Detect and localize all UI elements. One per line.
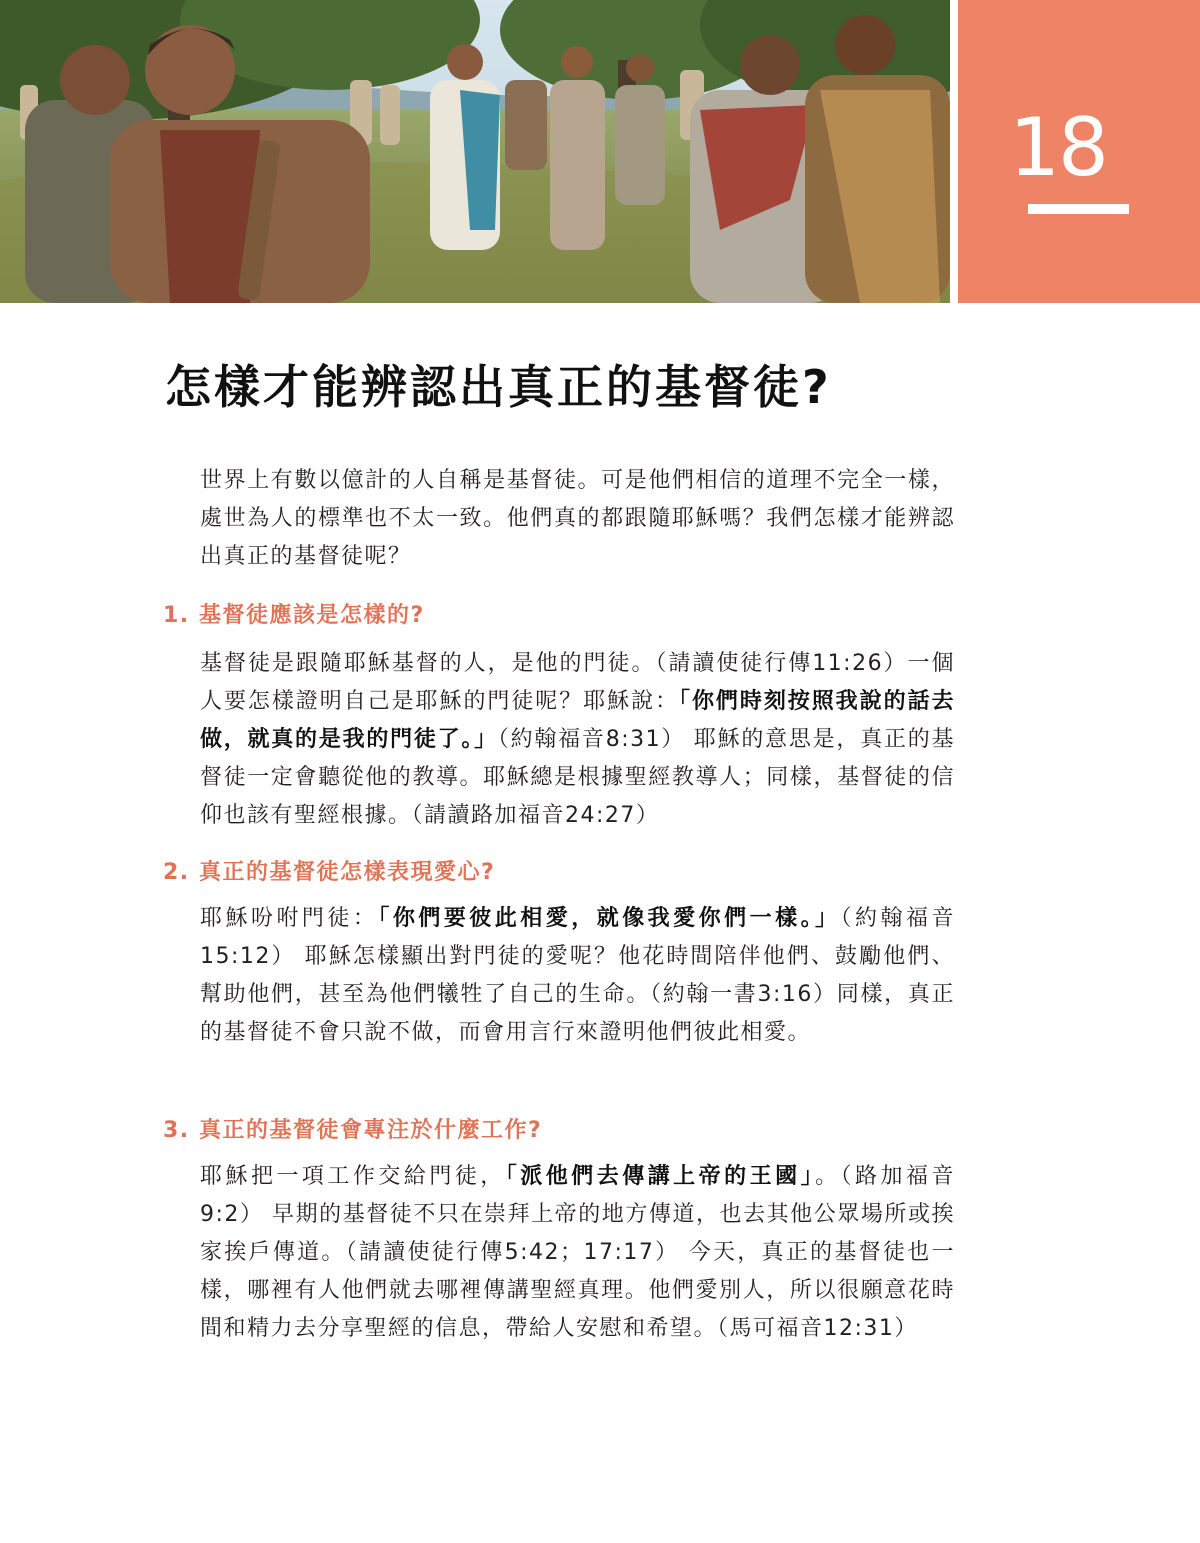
- chapter-underline: [1028, 204, 1129, 214]
- hero-image: [0, 0, 950, 303]
- section-1-text-b: （約翰福音8:31） 耶穌的意思是，真正的基督徒一定會聽從他的教導。耶穌總是根據聖經教導人；同樣，基督徒的信仰也該有聖經根據。（請讀路加福音24:27）: [200, 727, 955, 828]
- section-2-text-b: （約翰福音15:12） 耶穌怎樣顯出對門徒的愛呢？他花時間陪伴他們、鼓勵他們、幫助他們，甚至為他們犧牲了自己的生命。（約翰一書3:16）同樣，真正的基督徒不會只說不做，而會用言行來證明他們彼此相愛。: [200, 906, 955, 1045]
- section-3-text-a: 耶穌把一項工作交給門徒，: [200, 1164, 506, 1189]
- section-2-paragraph: [200, 900, 955, 1052]
- section-2-heading: [163, 856, 963, 890]
- section-3-quote: 「派他們去傳講上帝的王國」: [505, 1164, 816, 1189]
- section-3-heading-text: 真正的基督徒會專注於什麼工作?: [199, 1118, 543, 1143]
- section-2-text-a: 耶穌吩咐門徒：: [200, 906, 379, 931]
- section-3-text-b: 。（路加福音9:2） 早期的基督徒不只在崇拜上帝的地方傳道，也去其他公眾場所或挨家挨戶傳道。（請讀使徒行傳5:42；17:17） 今天，真正的基督徒也一樣，哪裡有人他們就去哪裡傳講聖經真理。他們愛別人，所以很願意花時間和精力去分享聖經的信息，帶給人安慰和希望。（馬可福音12:31）: [200, 1164, 955, 1341]
- section-1-heading-text: 基督徒應該是怎樣的?: [199, 603, 425, 628]
- intro-paragraph: 世界上有數以億計的人自稱是基督徒。可是他們相信的道理不完全一樣，處世為人的標準也不太一致。他們真的都跟隨耶穌嗎？我們怎樣才能辨認出真正的基督徒呢？: [200, 468, 955, 569]
- section-1-heading: [163, 599, 963, 633]
- section-1-text-a: 基督徒是跟隨耶穌基督的人，是他的門徒。（請讀使徒行傳11:26）一個人要怎樣證明自己是耶穌的門徒呢？耶穌說：: [200, 651, 955, 714]
- chapter-number: 18: [1009, 101, 1107, 194]
- chapter-badge: [958, 0, 1200, 303]
- section-2-number: 2.: [163, 860, 190, 885]
- section-2-heading-text: 真正的基督徒怎樣表現愛心?: [199, 860, 496, 885]
- section-1-number: 1.: [163, 603, 190, 628]
- section-1-quote: 「你們時刻按照我說的話去做，就真的是我的門徒了。」: [200, 689, 955, 752]
- page-title: 怎樣才能辨認出真正的基督徒?: [165, 360, 832, 414]
- section-2-quote: 「你們要彼此相愛，就像我愛你們一樣。」: [378, 906, 841, 931]
- section-1-paragraph: [200, 645, 955, 835]
- section-3-paragraph: [200, 1158, 955, 1348]
- section-3-heading: [163, 1114, 963, 1148]
- section-3-number: 3.: [163, 1118, 190, 1143]
